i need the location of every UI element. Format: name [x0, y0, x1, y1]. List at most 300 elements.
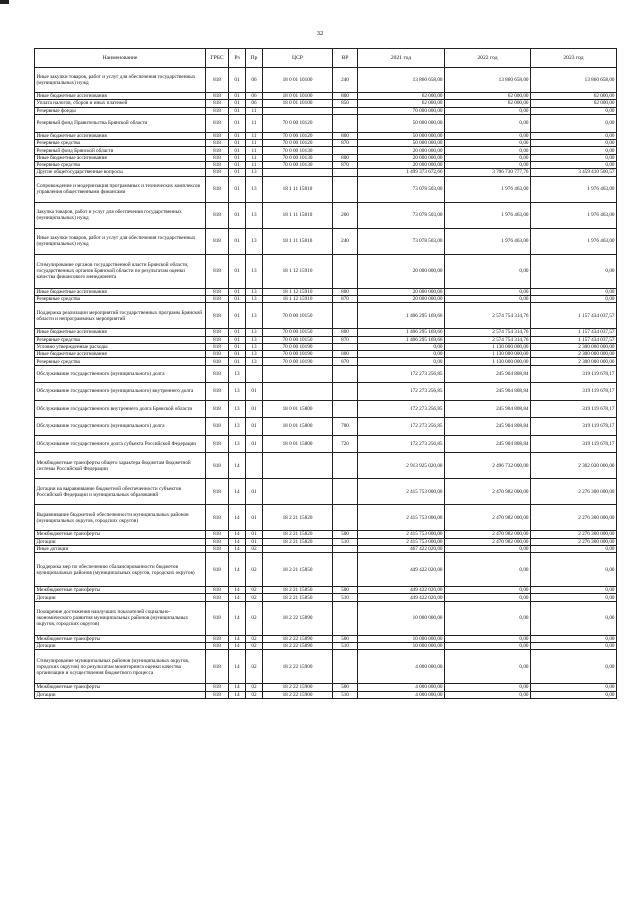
table-row — [35, 601, 617, 635]
budget-table — [34, 48, 617, 699]
csr-cell: 70 0 00 10120 — [263, 132, 333, 139]
grbs-cell: 818 — [206, 587, 229, 594]
amount-2022-cell: 0,00 — [445, 288, 531, 295]
row-name-cell: Резервные средства — [35, 336, 206, 343]
row-name-cell: Дотации на выравнивание бюджетной обеспеченности субъектов Российской Федерации и муниципальных образований — [35, 479, 206, 505]
rz-cell: 01 — [229, 114, 246, 132]
table-row — [35, 140, 617, 147]
amount-2021-cell: 4 000 000,00 — [358, 650, 445, 684]
table-row — [35, 383, 617, 401]
table-row — [35, 147, 617, 154]
amount-2021-cell: 2 415 753 000,00 — [358, 505, 445, 531]
amount-2021-cell: 1 499 373 672,66 — [358, 169, 445, 176]
amount-2022-cell: 0,00 — [445, 594, 531, 601]
vr-cell: 800 — [333, 154, 358, 161]
amount-2021-cell: 62 000,00 — [358, 100, 445, 107]
csr-cell: 18 0 01 15800 — [263, 400, 333, 418]
amount-2022-cell: 245 904 808,84 — [445, 435, 531, 453]
amount-2023-cell: 2 276 300 000,00 — [531, 538, 617, 545]
rz-cell: 01 — [229, 107, 246, 114]
row-name-cell: Иные бюджетные ассигнования — [35, 93, 206, 100]
grbs-cell: 818 — [206, 132, 229, 139]
amount-2022-cell: 0,00 — [445, 684, 531, 691]
vr-cell — [333, 601, 358, 635]
amount-2021-cell: 0,00 — [358, 351, 445, 358]
vr-cell — [333, 176, 358, 202]
csr-cell: 18 2 21 15820 — [263, 531, 333, 538]
vr-cell — [333, 650, 358, 684]
row-name-cell: Резервные средства — [35, 295, 206, 302]
table-row — [35, 453, 617, 479]
amount-2023-cell: 0,00 — [531, 587, 617, 594]
row-name-cell: Поддержка реализации мероприятий государственных программ Брянской области и непрограммных мероприятий — [35, 303, 206, 329]
pr-cell: 01 — [246, 505, 263, 531]
pr-cell: 02 — [246, 587, 263, 594]
rz-cell: 14 — [229, 684, 246, 691]
column-header: Наименование — [35, 49, 206, 68]
amount-2022-cell: 2 496 732 000,00 — [445, 453, 531, 479]
amount-2022-cell: 1 130 000 000,00 — [445, 351, 531, 358]
grbs-cell: 818 — [206, 107, 229, 114]
pr-cell: 13 — [246, 169, 263, 176]
pr-cell: 11 — [246, 132, 263, 139]
amount-2021-cell: 1 406 295 169,66 — [358, 329, 445, 336]
csr-cell: 18 2 22 15900 — [263, 650, 333, 684]
amount-2021-cell: 13 860 658,00 — [358, 68, 445, 93]
rz-cell: 01 — [229, 351, 246, 358]
vr-cell — [333, 365, 358, 383]
csr-cell: 18 0 01 15800 — [263, 418, 333, 436]
pr-cell: 13 — [246, 295, 263, 302]
pr-cell: 13 — [246, 202, 263, 228]
amount-2022-cell: 0,00 — [445, 643, 531, 650]
csr-cell: 18 2 22 15900 — [263, 684, 333, 691]
vr-cell: 800 — [333, 329, 358, 336]
column-header: 2022 год — [445, 49, 531, 68]
vr-cell — [333, 545, 358, 552]
rz-cell: 01 — [229, 68, 246, 93]
amount-2022-cell: 1 976 463,00 — [445, 228, 531, 254]
column-header: Пр — [246, 49, 263, 68]
csr-cell: 18 2 21 15820 — [263, 538, 333, 545]
rz-cell: 14 — [229, 479, 246, 505]
grbs-cell: 818 — [206, 453, 229, 479]
column-header: 2023 год — [531, 49, 617, 68]
csr-cell: 70 0 00 10130 — [263, 162, 333, 169]
csr-cell: 18 1 11 15810 — [263, 202, 333, 228]
amount-2021-cell: 10 000 000,00 — [358, 601, 445, 635]
amount-2021-cell: 20 000 000,00 — [358, 154, 445, 161]
row-name-cell: Иные закупки товаров, работ и услуг для обеспечения государственных (муниципальных) нужд — [35, 68, 206, 93]
amount-2021-cell: 467 422 020,00 — [358, 545, 445, 552]
table-row — [35, 594, 617, 601]
amount-2022-cell: 62 000,00 — [445, 93, 531, 100]
table-row — [35, 68, 617, 93]
amount-2023-cell: 0,00 — [531, 114, 617, 132]
pr-cell: 01 — [246, 479, 263, 505]
csr-cell: 18 0 01 10100 — [263, 100, 333, 107]
rz-cell: 14 — [229, 453, 246, 479]
amount-2021-cell: 4 000 000,00 — [358, 691, 445, 698]
pr-cell: 01 — [246, 531, 263, 538]
grbs-cell: 818 — [206, 400, 229, 418]
row-name-cell: Резервные средства — [35, 140, 206, 147]
csr-cell: 70 0 00 10150 — [263, 329, 333, 336]
grbs-cell: 818 — [206, 288, 229, 295]
page-number: 32 — [316, 30, 324, 37]
csr-cell: 70 0 00 10120 — [263, 114, 333, 132]
amount-2021-cell: 62 000,00 — [358, 93, 445, 100]
amount-2022-cell: 2 574 754 314,76 — [445, 303, 531, 329]
rz-cell: 01 — [229, 169, 246, 176]
table-row — [35, 351, 617, 358]
pr-cell: 02 — [246, 643, 263, 650]
amount-2023-cell: 0,00 — [531, 132, 617, 139]
amount-2023-cell: 319 119 678,17 — [531, 383, 617, 401]
amount-2023-cell: 319 119 678,17 — [531, 418, 617, 436]
amount-2021-cell: 2 415 753 000,00 — [358, 479, 445, 505]
rz-cell: 01 — [229, 162, 246, 169]
row-name-cell: Межбюджетные трансферты — [35, 531, 206, 538]
rz-cell: 01 — [229, 176, 246, 202]
amount-2023-cell: 2 300 000 000,00 — [531, 343, 617, 350]
amount-2021-cell: 70 000 000,00 — [358, 107, 445, 114]
amount-2022-cell: 245 904 808,84 — [445, 418, 531, 436]
amount-2022-cell: 2 470 982 000,00 — [445, 505, 531, 531]
row-name-cell: Сопровождение и модернизация программных и технических комплексов управления общественными финансами — [35, 176, 206, 202]
amount-2022-cell: 0,00 — [445, 140, 531, 147]
amount-2023-cell: 0,00 — [531, 162, 617, 169]
grbs-cell: 818 — [206, 601, 229, 635]
pr-cell: 11 — [246, 140, 263, 147]
csr-cell: 18 2 22 15890 — [263, 643, 333, 650]
amount-2021-cell: 73 078 503,00 — [358, 176, 445, 202]
amount-2022-cell: 2 470 982 000,00 — [445, 479, 531, 505]
rz-cell: 13 — [229, 435, 246, 453]
amount-2021-cell: 172 273 256,85 — [358, 435, 445, 453]
amount-2022-cell: 0,00 — [445, 601, 531, 635]
amount-2021-cell: 1 406 295 169,66 — [358, 336, 445, 343]
grbs-cell: 818 — [206, 351, 229, 358]
amount-2022-cell: 1 130 000 000,00 — [445, 358, 531, 365]
table-row — [35, 336, 617, 343]
rz-cell: 01 — [229, 93, 246, 100]
rz-cell: 14 — [229, 594, 246, 601]
table-row — [35, 93, 617, 100]
row-name-cell: Межбюджетные трансферты — [35, 684, 206, 691]
grbs-cell: 818 — [206, 343, 229, 350]
amount-2022-cell: 62 000,00 — [445, 100, 531, 107]
table-row — [35, 176, 617, 202]
table-row — [35, 100, 617, 107]
vr-cell — [333, 303, 358, 329]
row-name-cell: Обслуживание государственного (муниципального) долга — [35, 418, 206, 436]
amount-2022-cell: 0,00 — [445, 635, 531, 642]
column-header: 2021 год — [358, 49, 445, 68]
amount-2023-cell: 3 459 410 500,57 — [531, 169, 617, 176]
grbs-cell: 818 — [206, 100, 229, 107]
grbs-cell: 818 — [206, 147, 229, 154]
csr-cell: 18 0 01 15800 — [263, 435, 333, 453]
grbs-cell: 818 — [206, 114, 229, 132]
pr-cell: 06 — [246, 100, 263, 107]
amount-2023-cell: 0,00 — [531, 295, 617, 302]
pr-cell: 02 — [246, 594, 263, 601]
amount-2022-cell: 245 904 808,84 — [445, 383, 531, 401]
column-header: ВР — [333, 49, 358, 68]
grbs-cell: 818 — [206, 68, 229, 93]
csr-cell: 18 2 21 15850 — [263, 587, 333, 594]
csr-cell: 18 1 11 15810 — [263, 228, 333, 254]
vr-cell — [333, 383, 358, 401]
grbs-cell: 818 — [206, 140, 229, 147]
csr-cell — [263, 383, 333, 401]
column-header: ЦСР — [263, 49, 333, 68]
amount-2022-cell: 3 706 730 777,76 — [445, 169, 531, 176]
pr-cell: 02 — [246, 684, 263, 691]
csr-cell: 70 0 00 10190 — [263, 358, 333, 365]
rz-cell: 01 — [229, 202, 246, 228]
row-name-cell: Резервный фонд Правительства Брянской области — [35, 114, 206, 132]
pr-cell: 06 — [246, 68, 263, 93]
row-name-cell: Иные дотации — [35, 545, 206, 552]
grbs-cell: 818 — [206, 303, 229, 329]
rz-cell: 01 — [229, 228, 246, 254]
vr-cell: 870 — [333, 358, 358, 365]
table-row — [35, 288, 617, 295]
grbs-cell: 818 — [206, 650, 229, 684]
pr-cell: 11 — [246, 162, 263, 169]
table-row — [35, 132, 617, 139]
csr-cell — [263, 365, 333, 383]
grbs-cell: 818 — [206, 383, 229, 401]
amount-2021-cell: 20 000 000,00 — [358, 147, 445, 154]
row-name-cell: Резервный фонд Брянской области — [35, 147, 206, 154]
column-header: Рз — [229, 49, 246, 68]
amount-2021-cell: 449 422 020,00 — [358, 553, 445, 587]
amount-2023-cell: 319 119 678,17 — [531, 400, 617, 418]
rz-cell: 14 — [229, 505, 246, 531]
row-name-cell: Иные бюджетные ассигнования — [35, 329, 206, 336]
vr-cell: 510 — [333, 538, 358, 545]
grbs-cell: 818 — [206, 329, 229, 336]
pr-cell: 13 — [246, 176, 263, 202]
pr-cell: 01 — [246, 400, 263, 418]
csr-cell: 70 0 00 10130 — [263, 154, 333, 161]
csr-cell: 70 0 00 10150 — [263, 336, 333, 343]
rz-cell: 13 — [229, 400, 246, 418]
csr-cell: 18 1 12 15910 — [263, 295, 333, 302]
amount-2023-cell: 0,00 — [531, 140, 617, 147]
amount-2023-cell: 62 000,00 — [531, 100, 617, 107]
rz-cell: 14 — [229, 601, 246, 635]
pr-cell — [246, 365, 263, 383]
amount-2023-cell: 1 976 463,00 — [531, 176, 617, 202]
amount-2023-cell: 2 276 300 000,00 — [531, 479, 617, 505]
table-row — [35, 114, 617, 132]
rz-cell: 01 — [229, 154, 246, 161]
rz-cell: 13 — [229, 365, 246, 383]
amount-2021-cell: 20 000 000,00 — [358, 288, 445, 295]
table-row — [35, 202, 617, 228]
table-row — [35, 650, 617, 684]
row-name-cell: Межбюджетные трансферты — [35, 587, 206, 594]
csr-cell: 18 0 01 10100 — [263, 93, 333, 100]
amount-2022-cell: 0,00 — [445, 254, 531, 288]
rz-cell: 13 — [229, 383, 246, 401]
vr-cell: 870 — [333, 295, 358, 302]
table-row — [35, 418, 617, 436]
row-name-cell: Дотации — [35, 691, 206, 698]
csr-cell: 70 0 00 10120 — [263, 140, 333, 147]
amount-2023-cell: 2 276 300 000,00 — [531, 531, 617, 538]
csr-cell: 18 1 11 15810 — [263, 176, 333, 202]
pr-cell — [246, 453, 263, 479]
amount-2023-cell: 0,00 — [531, 601, 617, 635]
amount-2022-cell: 0,00 — [445, 147, 531, 154]
amount-2021-cell: 20 000 000,00 — [358, 162, 445, 169]
grbs-cell: 818 — [206, 336, 229, 343]
amount-2023-cell: 0,00 — [531, 553, 617, 587]
vr-cell: 240 — [333, 68, 358, 93]
csr-cell — [263, 453, 333, 479]
table-row — [35, 635, 617, 642]
amount-2021-cell: 10 000 000,00 — [358, 643, 445, 650]
grbs-cell: 818 — [206, 643, 229, 650]
grbs-cell: 818 — [206, 295, 229, 302]
amount-2022-cell: 0,00 — [445, 553, 531, 587]
rz-cell: 14 — [229, 691, 246, 698]
amount-2022-cell: 1 130 000 000,00 — [445, 343, 531, 350]
row-name-cell: Другие общегосударственные вопросы — [35, 169, 206, 176]
csr-cell — [263, 107, 333, 114]
amount-2021-cell: 449 422 020,00 — [358, 587, 445, 594]
pr-cell: 01 — [246, 418, 263, 436]
amount-2022-cell: 0,00 — [445, 162, 531, 169]
rz-cell: 01 — [229, 132, 246, 139]
amount-2021-cell: 2 415 753 000,00 — [358, 531, 445, 538]
amount-2023-cell: 1 157 434 037,57 — [531, 303, 617, 329]
rz-cell: 14 — [229, 635, 246, 642]
amount-2023-cell: 0,00 — [531, 635, 617, 642]
rz-cell: 14 — [229, 531, 246, 538]
vr-cell: 800 — [333, 351, 358, 358]
table-row — [35, 531, 617, 538]
grbs-cell: 818 — [206, 93, 229, 100]
pr-cell: 13 — [246, 254, 263, 288]
amount-2022-cell: 0,00 — [445, 691, 531, 698]
amount-2023-cell: 1 157 434 037,57 — [531, 336, 617, 343]
csr-cell: 18 2 21 15850 — [263, 594, 333, 601]
vr-cell: 800 — [333, 288, 358, 295]
csr-cell: 70 0 00 10130 — [263, 147, 333, 154]
rz-cell: 01 — [229, 329, 246, 336]
row-name-cell: Уплата налогов, сборов и иных платежей — [35, 100, 206, 107]
vr-cell — [333, 107, 358, 114]
vr-cell — [333, 505, 358, 531]
table-body — [35, 68, 617, 699]
table-row — [35, 643, 617, 650]
amount-2023-cell: 0,00 — [531, 643, 617, 650]
amount-2023-cell: 62 000,00 — [531, 93, 617, 100]
amount-2021-cell: 50 000 000,00 — [358, 132, 445, 139]
table-row — [35, 154, 617, 161]
pr-cell: 11 — [246, 107, 263, 114]
rz-cell: 14 — [229, 587, 246, 594]
pr-cell: 13 — [246, 343, 263, 350]
amount-2022-cell: 0,00 — [445, 114, 531, 132]
grbs-cell: 818 — [206, 358, 229, 365]
table-row — [35, 587, 617, 594]
row-name-cell: Стимулирование органов государственной власти Брянской области, государственных органов Брянской области по результатам оценки качества финансового менеджмента — [35, 254, 206, 288]
rz-cell: 01 — [229, 358, 246, 365]
csr-cell: 70 0 00 10190 — [263, 351, 333, 358]
csr-cell: 70 0 00 10190 — [263, 343, 333, 350]
amount-2023-cell: 0,00 — [531, 545, 617, 552]
table-row — [35, 365, 617, 383]
amount-2023-cell: 0,00 — [531, 107, 617, 114]
amount-2023-cell: 0,00 — [531, 594, 617, 601]
amount-2023-cell: 0,00 — [531, 147, 617, 154]
row-name-cell: Дотации — [35, 538, 206, 545]
amount-2022-cell: 0,00 — [445, 132, 531, 139]
row-name-cell: Дотации — [35, 643, 206, 650]
grbs-cell: 818 — [206, 176, 229, 202]
grbs-cell: 818 — [206, 169, 229, 176]
amount-2021-cell: 0,00 — [358, 358, 445, 365]
grbs-cell: 818 — [206, 538, 229, 545]
amount-2023-cell: 0,00 — [531, 254, 617, 288]
table-row — [35, 479, 617, 505]
vr-cell: 510 — [333, 643, 358, 650]
grbs-cell: 818 — [206, 435, 229, 453]
amount-2022-cell: 0,00 — [445, 107, 531, 114]
amount-2022-cell: 13 860 658,00 — [445, 68, 531, 93]
amount-2021-cell: 0,00 — [358, 343, 445, 350]
pr-cell: 13 — [246, 228, 263, 254]
grbs-cell: 818 — [206, 553, 229, 587]
vr-cell: 850 — [333, 100, 358, 107]
csr-cell: 18 2 22 15900 — [263, 691, 333, 698]
pr-cell: 02 — [246, 691, 263, 698]
table-row — [35, 505, 617, 531]
amount-2022-cell: 2 574 754 314,76 — [445, 329, 531, 336]
vr-cell: 500 — [333, 684, 358, 691]
grbs-cell: 818 — [206, 418, 229, 436]
amount-2021-cell: 449 422 020,00 — [358, 594, 445, 601]
vr-cell: 800 — [333, 132, 358, 139]
amount-2022-cell: 1 976 463,00 — [445, 202, 531, 228]
table-row — [35, 343, 617, 350]
row-name-cell: Дотации — [35, 594, 206, 601]
grbs-cell: 818 — [206, 254, 229, 288]
amount-2023-cell: 2 302 030 000,00 — [531, 453, 617, 479]
grbs-cell: 818 — [206, 202, 229, 228]
pr-cell: 01 — [246, 435, 263, 453]
csr-cell: 18 2 21 15850 — [263, 553, 333, 587]
table-row — [35, 107, 617, 114]
amount-2023-cell: 1 157 434 037,57 — [531, 329, 617, 336]
row-name-cell: Обслуживание государственного (муниципального) внутреннего долга — [35, 383, 206, 401]
pr-cell: 13 — [246, 303, 263, 329]
vr-cell — [333, 169, 358, 176]
vr-cell: 510 — [333, 594, 358, 601]
pr-cell: 13 — [246, 358, 263, 365]
vr-cell — [333, 147, 358, 154]
grbs-cell: 818 — [206, 162, 229, 169]
row-name-cell: Иные бюджетные ассигнования — [35, 288, 206, 295]
row-name-cell: Иные бюджетные ассигнования — [35, 154, 206, 161]
